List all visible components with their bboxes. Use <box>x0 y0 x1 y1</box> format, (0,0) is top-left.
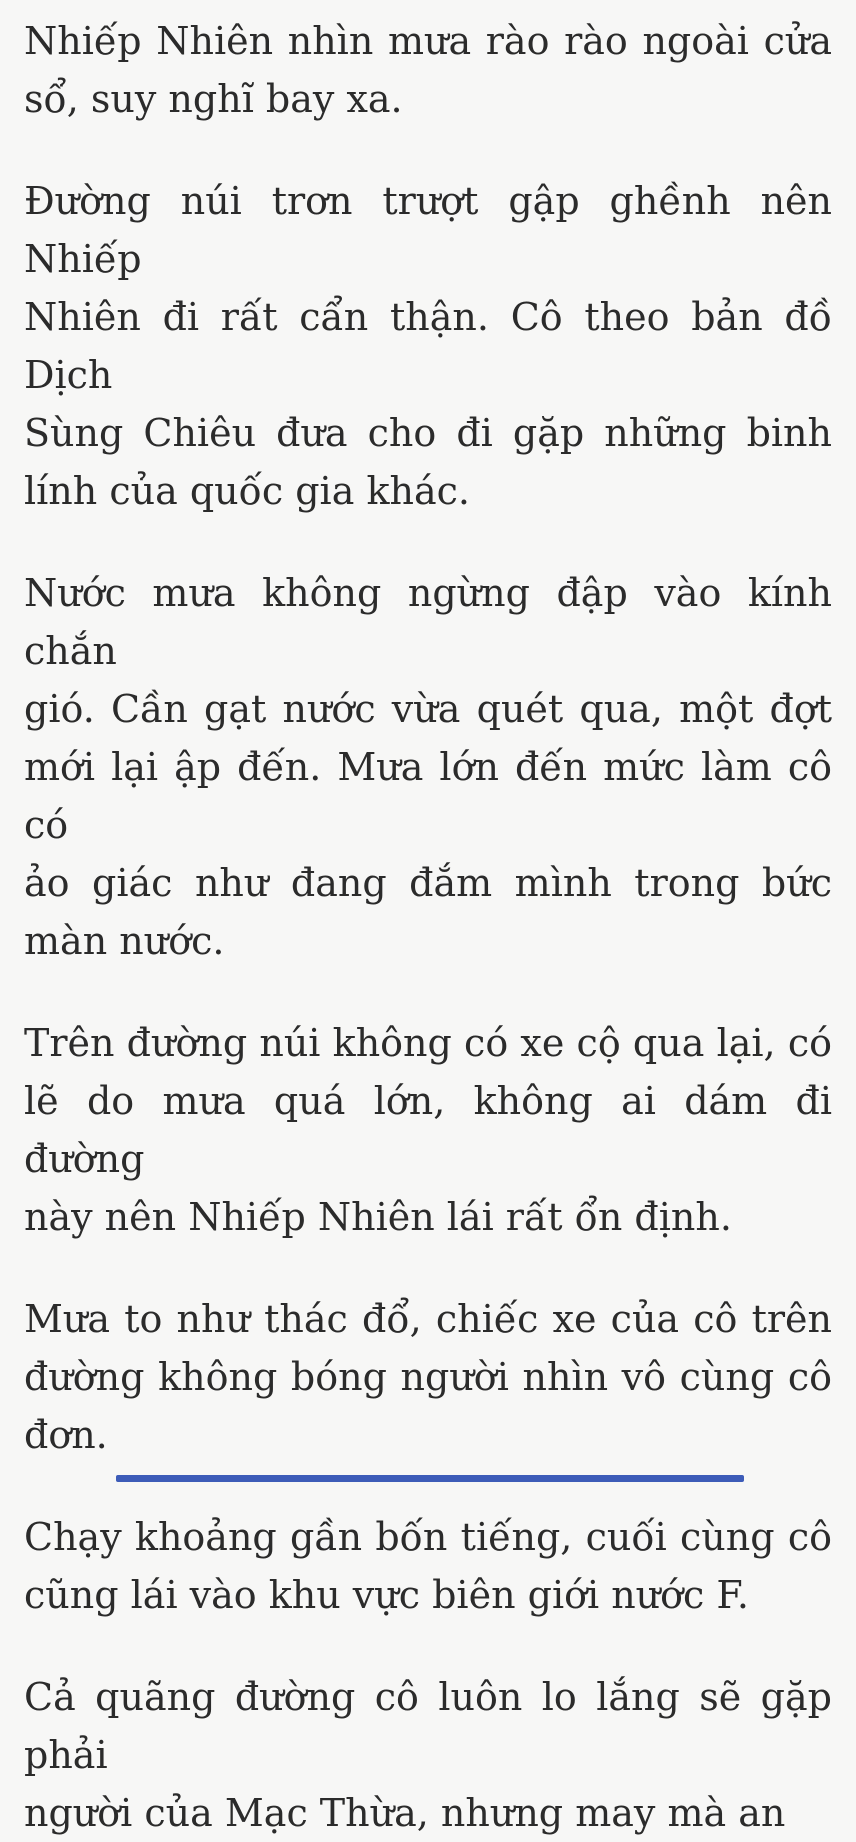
text-line: Chạy khoảng gần bốn tiếng, cuối cùng cô <box>24 1515 832 1559</box>
text-line: người của Mạc Thừa, nhưng may mà an <box>24 1791 786 1835</box>
text-line: đường không bóng người nhìn vô cùng cô <box>24 1355 832 1399</box>
text-line: gió. Cần gạt nước vừa quét qua, một đợt <box>24 687 832 731</box>
text-line: Sùng Chiêu đưa cho đi gặp những binh <box>24 411 832 455</box>
text-line: này nên Nhiếp Nhiên lái rất ổn định. <box>24 1195 732 1239</box>
paragraph <box>24 1290 832 1464</box>
text-line: cũng lái vào khu vực biên giới nước F. <box>24 1573 749 1617</box>
paragraph <box>24 564 832 970</box>
reading-progress-bar <box>116 1475 744 1482</box>
paragraph <box>24 172 832 520</box>
text-line: Cả quãng đường cô luôn lo lắng sẽ gặp phải <box>24 1675 832 1777</box>
paragraph <box>24 1668 832 1842</box>
paragraph <box>24 1014 832 1246</box>
text-line: Trên đường núi không có xe cộ qua lại, có <box>24 1021 832 1065</box>
text-line: ảo giác như đang đắm mình trong bức <box>24 861 832 905</box>
text-line: sổ, suy nghĩ bay xa. <box>24 77 403 121</box>
paragraph <box>24 1508 832 1624</box>
text-line: Đường núi trơn trượt gập ghềnh nên Nhiếp <box>24 179 832 281</box>
text-line: màn nước. <box>24 919 225 963</box>
paragraph <box>24 12 832 128</box>
text-line: Mưa to như thác đổ, chiếc xe của cô trên <box>24 1297 832 1341</box>
text-line: Nhiếp Nhiên nhìn mưa rào rào ngoài cửa <box>24 19 832 63</box>
text-line: mới lại ập đến. Mưa lớn đến mức làm cô có <box>24 745 832 847</box>
text-line: đơn. <box>24 1413 108 1457</box>
text-line: Nhiên đi rất cẩn thận. Cô theo bản đồ Dịch <box>24 295 832 397</box>
text-content <box>24 12 832 1842</box>
text-line: lính của quốc gia khác. <box>24 469 470 513</box>
text-line: lẽ do mưa quá lớn, không ai dám đi đường <box>24 1079 832 1181</box>
text-line: Nước mưa không ngừng đập vào kính chắn <box>24 571 832 673</box>
